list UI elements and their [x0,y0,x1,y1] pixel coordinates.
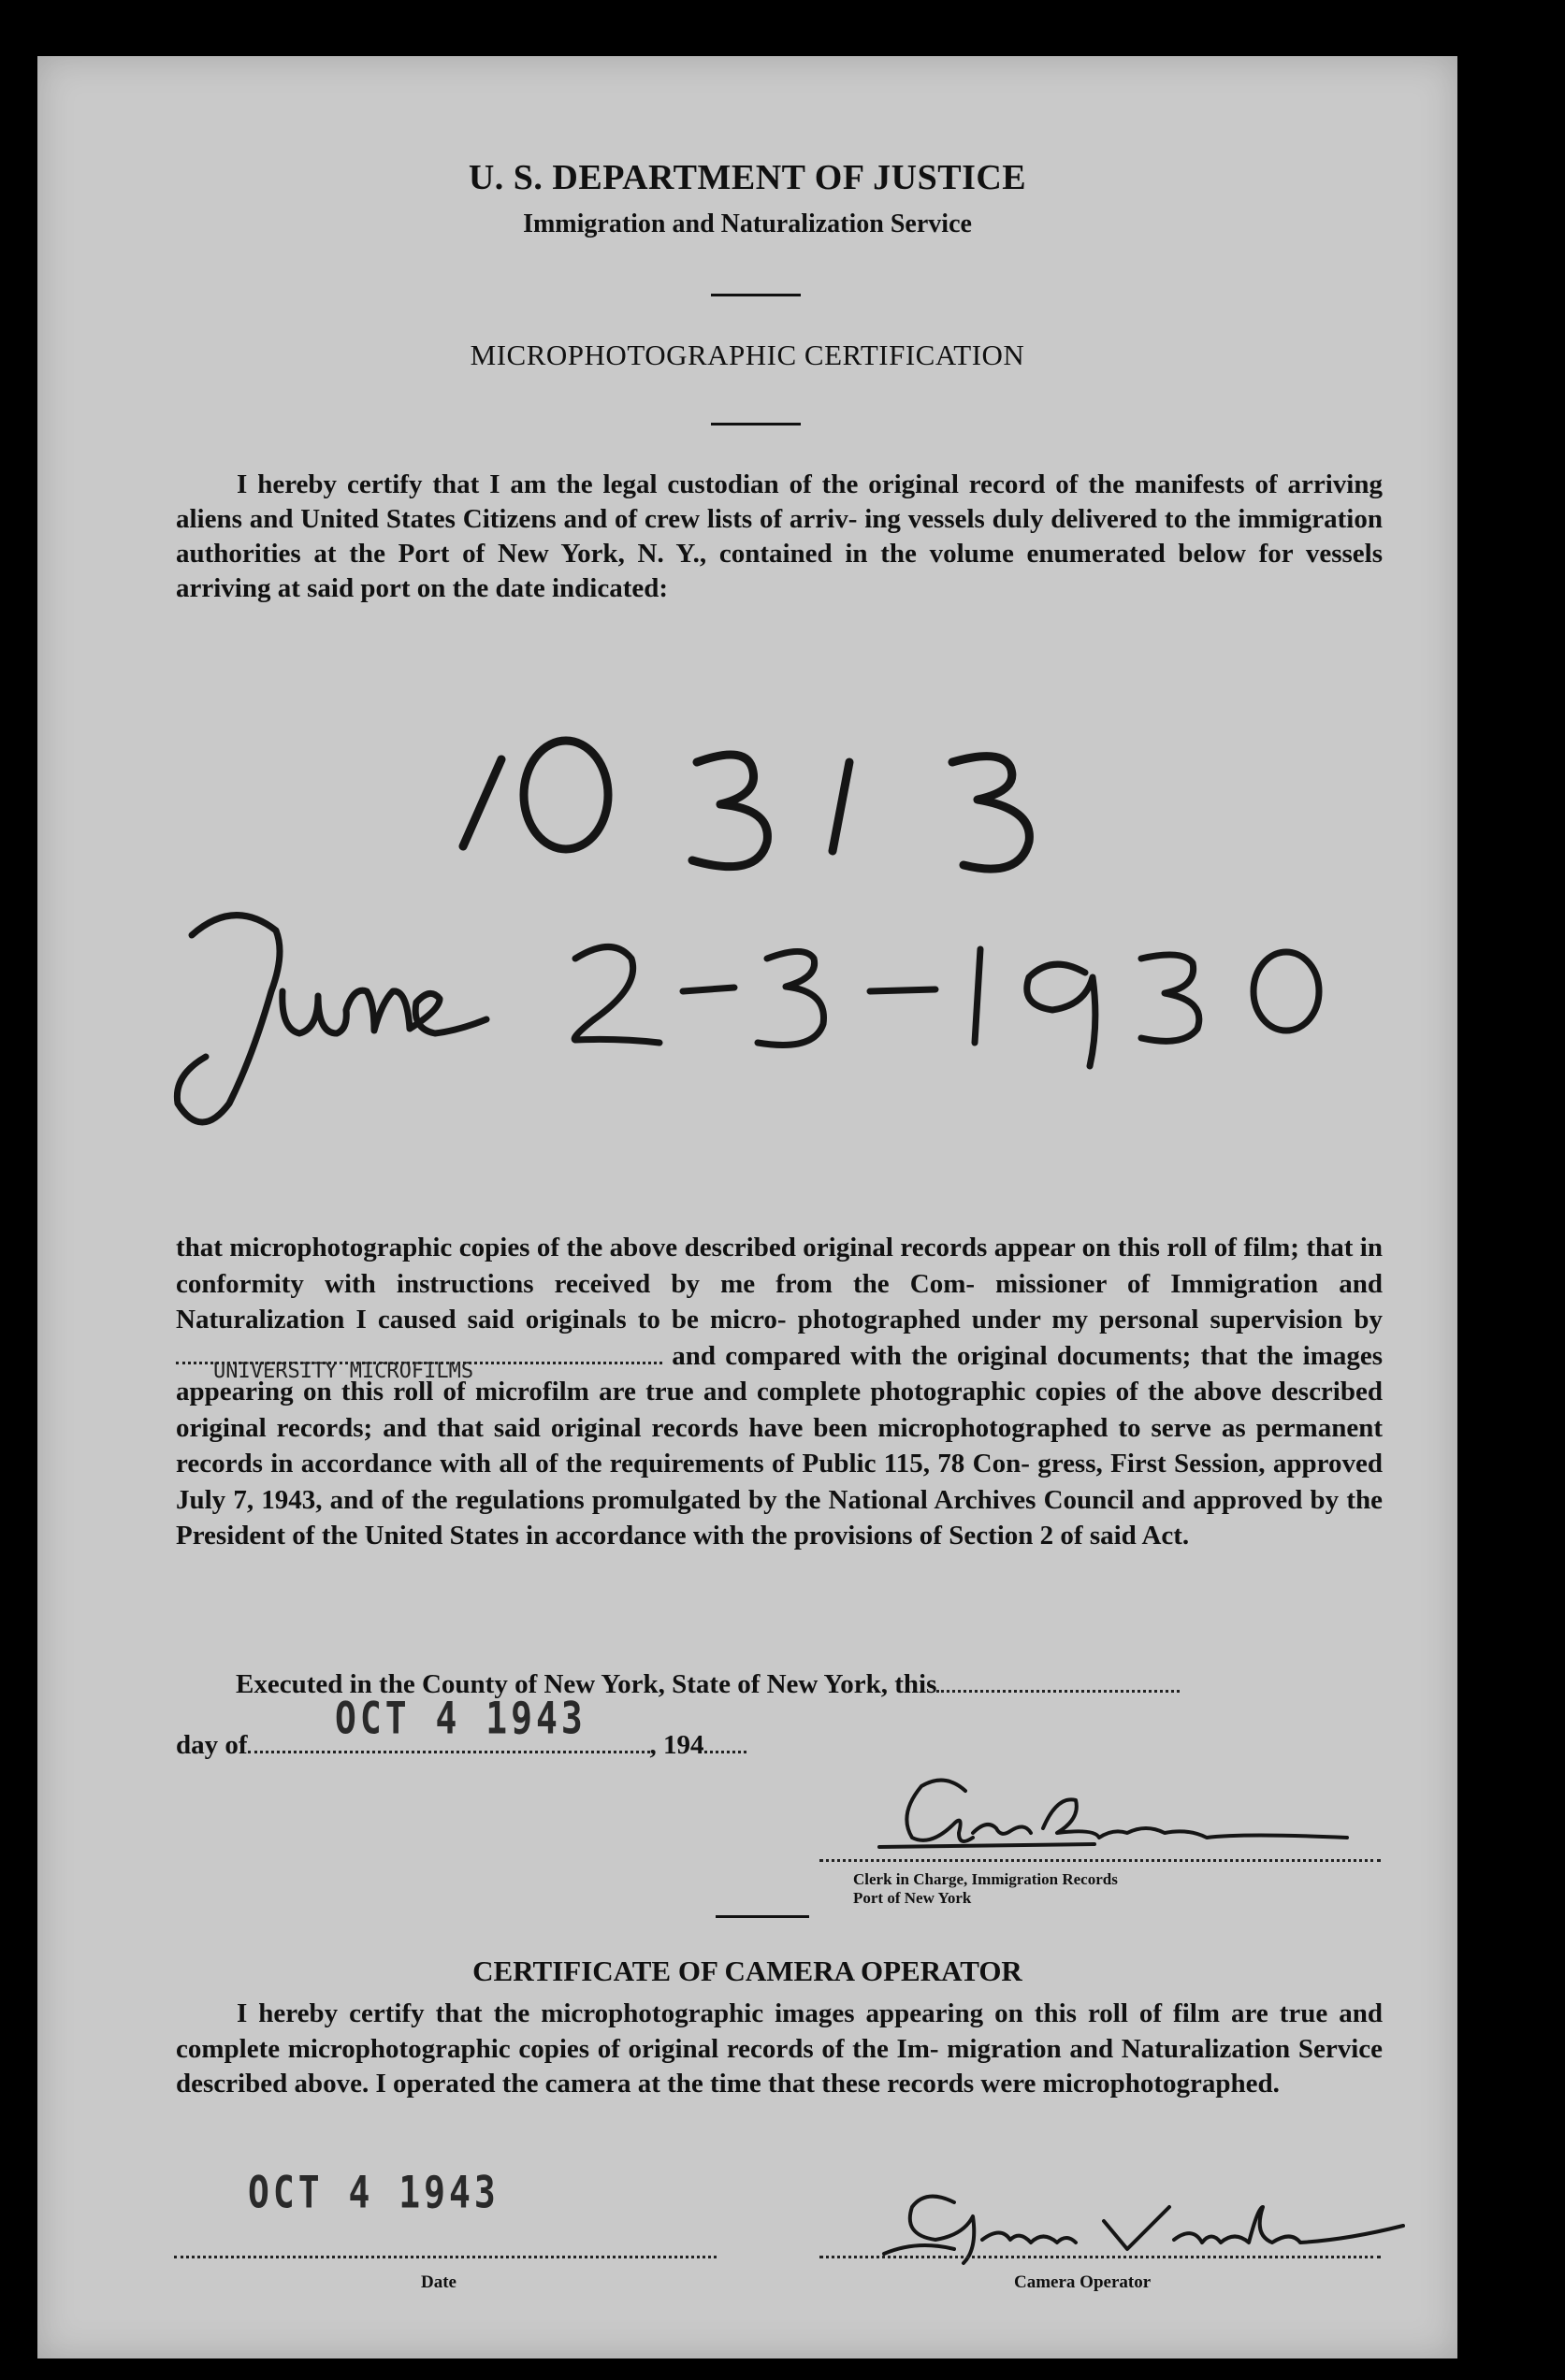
service-subheading: Immigration and Naturalization Service [523,209,972,238]
clerk-title-line-1: Clerk in Charge, Immigration Records [853,1870,1118,1888]
certification-paragraph-1: I hereby certify that I am the legal custodian of the original record of the manifests of arriving aliens and United States Citizens and of crew lists of arriv- ing vessels duly delivered to the immigration authorities at the Port of New York, N. Y., contained in the volume enumerated below for vessels arriving at said port on the date indicated: [176,469,1383,603]
executed-text: Executed in the County of New York, State of New York, this [236,1669,937,1699]
paragraph-2-part-1: that microphotographic copies of the above described original records appear on this roll of film; that in conformity with instructions received by me from the Com- missioner of Immigration and Naturalization I caused said originals to be micro- photographed under my personal supervision by [176,1233,1383,1334]
clerk-title-line-2: Port of New York [853,1889,972,1907]
camera-operator-label: Camera Operator [1014,2272,1152,2292]
date-label: Date [421,2272,456,2292]
camera-date-stamp: OCT 4 1943 [248,2166,500,2218]
operator-signature-line [819,2256,1381,2258]
date-signature-line [174,2256,717,2258]
camera-certificate-title: CERTIFICATE OF CAMERA OPERATOR [472,1954,1022,1987]
certification-title: MICROPHOTOGRAPHIC CERTIFICATION [470,339,1025,371]
year-prefix: , 194 [649,1730,704,1760]
camera-operator-signature [37,56,1457,2301]
day-of-label: day of [176,1730,248,1760]
typed-company: UNIVERSITY MICROFILMS [213,1359,474,1383]
department-heading: U. S. DEPARTMENT OF JUSTICE [468,158,1027,197]
paragraph-2-part-2: and compared with the original documents; that the images appearing on this roll of microfilm are true and complete photographic copies of the above described original records; and that said original records have been microphotographed to serve as permanent records in accordance with all of the requirements of Public 115, 78 Con- gress, First Session, approved July 7, 1943, and of the regulations promulgated by the National Archives Council and approved by the President of the United States in accordance with the provisions of Section 2 of said Act. [176,1340,1384,1551]
camera-certificate-text: I hereby certify that the microphotographic images appearing on this roll of film are true and complete microphotographic copies of original records of the Im- migration and Naturalization Service described above. I operated the camera at the time that these records were microphotographed. [176,1998,1383,2099]
certificate-page [37,56,1457,2358]
date-stamp: OCT 4 1943 [335,1692,587,1744]
